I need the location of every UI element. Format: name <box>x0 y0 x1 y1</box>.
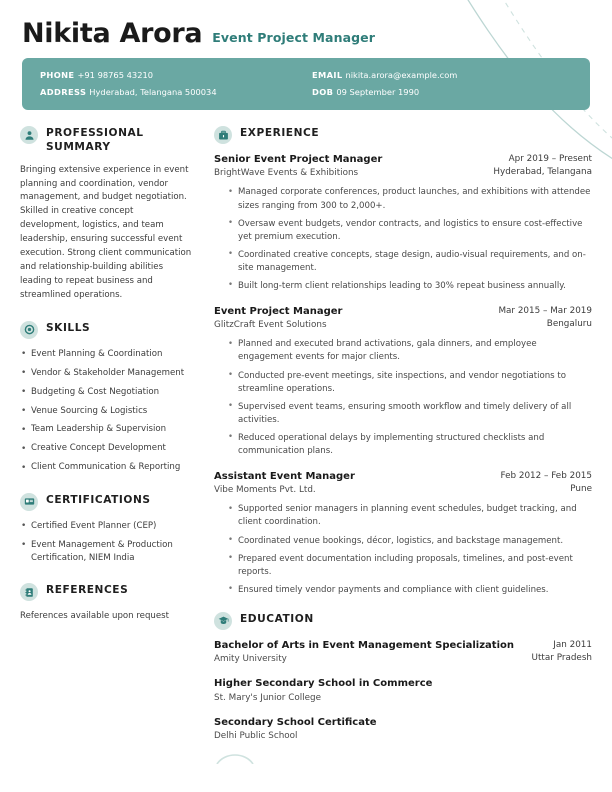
job-organization: BrightWave Events & Exhibitions <box>214 168 359 179</box>
entry-right <box>498 305 592 331</box>
list-item: • Oversaw event budgets, vendor contracts, and logistics to ensure cost-effective yet premium execution. <box>228 218 592 244</box>
resume-body <box>0 125 612 760</box>
entry-left <box>214 153 481 180</box>
contact-dob-value: 09 September 1990 <box>336 86 420 97</box>
education-entry <box>214 716 592 743</box>
section-title-professional-summary: PROFESSIONAL SUMMARY <box>46 127 144 154</box>
section-professional-summary <box>20 125 192 303</box>
section-title-references: REFERENCES <box>46 584 129 597</box>
education-date: Jan 2011 <box>553 639 592 650</box>
contact-email <box>312 67 572 83</box>
entry-left <box>214 716 580 743</box>
resume-header <box>22 20 590 110</box>
entry-left <box>214 677 580 704</box>
list-item: • Coordinated venue bookings, décor, logistics, and backstage management. <box>228 535 592 548</box>
education-institution: Delhi Public School <box>214 731 298 742</box>
section-references <box>20 582 192 624</box>
job-location: Hyderabad, Telangana <box>493 166 592 177</box>
education-institution: Amity University <box>214 654 287 665</box>
graduation-cap-icon <box>214 612 232 630</box>
list-item: • Built long-term client relationships leading to 30% repeat business annually. <box>228 280 592 293</box>
job-duties-list <box>214 503 592 596</box>
education-entry <box>214 639 592 666</box>
list-item: • Reduced operational delays by implementing structured checklists and communication plans. <box>228 432 592 458</box>
section-heading <box>214 611 592 630</box>
list-item: • Client Communication & Reporting <box>20 461 192 474</box>
contact-email-label: EMAIL <box>312 70 343 81</box>
entry-left <box>214 305 486 332</box>
section-experience <box>214 125 592 597</box>
skills-list <box>20 348 192 475</box>
references-text: References available upon request <box>20 611 170 622</box>
target-icon <box>20 321 38 339</box>
job-date: Mar 2015 – Mar 2019 <box>498 305 592 316</box>
section-education <box>214 611 592 743</box>
job-duties-list <box>214 338 592 458</box>
candidate-name: Nikita Arora <box>22 18 203 49</box>
education-institution: St. Mary's Junior College <box>214 692 322 703</box>
sidebar-column <box>0 125 200 760</box>
contact-dob <box>312 84 572 100</box>
list-item: • Ensured timely vendor payments and compliance with client guidelines. <box>228 584 592 597</box>
job-date: Feb 2012 – Feb 2015 <box>500 470 592 481</box>
job-role: Senior Event Project Manager <box>214 154 383 165</box>
job-date: Apr 2019 – Present <box>508 154 592 164</box>
entry-header <box>214 305 592 332</box>
entry-header <box>214 153 592 180</box>
section-skills <box>20 320 192 475</box>
entry-right <box>493 153 592 179</box>
section-title-skills: SKILLS <box>46 321 91 334</box>
entry-header <box>214 639 592 666</box>
briefcase-icon <box>214 126 232 144</box>
education-location: Uttar Pradesh <box>531 652 592 663</box>
list-item: • Supported senior managers in planning event schedules, budget tracking, and client coordination. <box>228 503 592 529</box>
list-item: • Venue Sourcing & Logistics <box>20 405 192 418</box>
list-item: • Coordinated creative concepts, stage design, audio-visual requirements, and on-site management. <box>228 249 592 275</box>
contact-phone-value: +91 98765 43210 <box>77 70 154 81</box>
contact-dob-label: DOB <box>312 86 334 97</box>
candidate-job-title: Event Project Manager <box>212 30 375 45</box>
section-heading <box>214 125 592 144</box>
list-item: • Event Management & Production Certification, NIEM India <box>20 539 192 566</box>
id-card-icon <box>20 493 38 511</box>
entry-right <box>532 639 592 665</box>
professional-summary-text: Bringing extensive experience in event planning and coordination, vendor management, and budget negotiation. Skilled in creative concept development, logistics, and team leadership, ensuring successful event execution. Strong client communication and relationship-building abilities leading to repeat business and streamlined operations. <box>20 164 192 300</box>
contact-column-left <box>40 67 306 99</box>
list-item: • Vendor & Stakeholder Management <box>20 367 192 380</box>
education-entry <box>214 677 592 704</box>
job-role: Event Project Manager <box>214 305 343 317</box>
list-item: • Conducted pre-event meetings, site inspections, and vendor negotiations to streamline operations. <box>228 370 592 396</box>
list-item: • Certified Event Planner (CEP) <box>20 520 192 533</box>
list-item: • Supervised event teams, ensuring smooth workflow and timely delivery of all activities. <box>228 401 592 427</box>
education-degree: Secondary School Certificate <box>214 716 377 728</box>
list-item: • Planned and executed brand activations, gala dinners, and employee engagement events for major clients. <box>228 338 592 364</box>
entry-left <box>214 639 520 666</box>
person-icon <box>20 126 38 144</box>
section-heading <box>20 492 192 511</box>
section-certifications <box>20 492 192 566</box>
list-item: • Creative Concept Development <box>20 442 192 455</box>
entry-header <box>214 470 592 497</box>
contact-phone-label: PHONE <box>40 70 75 81</box>
contact-email-value: nikita.arora@example.com <box>345 70 458 81</box>
contact-book-icon <box>20 583 38 601</box>
experience-entry <box>214 305 592 458</box>
section-title-education: EDUCATION <box>240 612 314 625</box>
section-heading <box>20 320 192 339</box>
contact-phone <box>40 67 306 83</box>
contact-bar <box>22 58 590 109</box>
entry-header <box>214 716 592 743</box>
list-item: • Event Planning & Coordination <box>20 348 192 361</box>
education-degree: Higher Secondary School in Commerce <box>214 678 433 690</box>
list-item: • Managed corporate conferences, product launches, and exhibitions with attendee sizes ranging from 300 to 2,000+. <box>228 186 592 212</box>
name-title-row <box>22 20 590 48</box>
contact-column-right <box>306 67 572 99</box>
section-heading <box>20 125 192 155</box>
contact-address-label: ADDRESS <box>40 86 87 97</box>
list-item: • Budgeting & Cost Negotiation <box>20 386 192 399</box>
section-title-experience: EXPERIENCE <box>240 127 320 139</box>
job-role: Assistant Event Manager <box>214 470 355 482</box>
list-item: • Team Leadership & Supervision <box>20 423 192 436</box>
job-duties-list <box>214 186 592 292</box>
experience-entry <box>214 470 592 597</box>
certifications-list <box>20 520 192 566</box>
entry-header <box>214 677 592 704</box>
job-organization: GlitzCraft Event Solutions <box>214 320 327 331</box>
section-heading <box>20 582 192 601</box>
experience-entry <box>214 153 592 293</box>
contact-address <box>40 84 306 100</box>
entry-left <box>214 470 488 497</box>
main-column <box>200 125 612 760</box>
list-item: • Prepared event documentation including proposals, timelines, and post-event reports. <box>228 553 592 579</box>
education-degree: Bachelor of Arts in Event Management Specialization <box>214 639 514 651</box>
contact-address-value: Hyderabad, Telangana 500034 <box>89 86 217 97</box>
job-organization: Vibe Moments Pvt. Ltd. <box>214 485 316 496</box>
job-location: Pune <box>570 483 592 494</box>
job-location: Bengaluru <box>546 318 592 329</box>
section-title-certifications: CERTIFICATIONS <box>46 493 151 506</box>
entry-right <box>500 470 592 496</box>
